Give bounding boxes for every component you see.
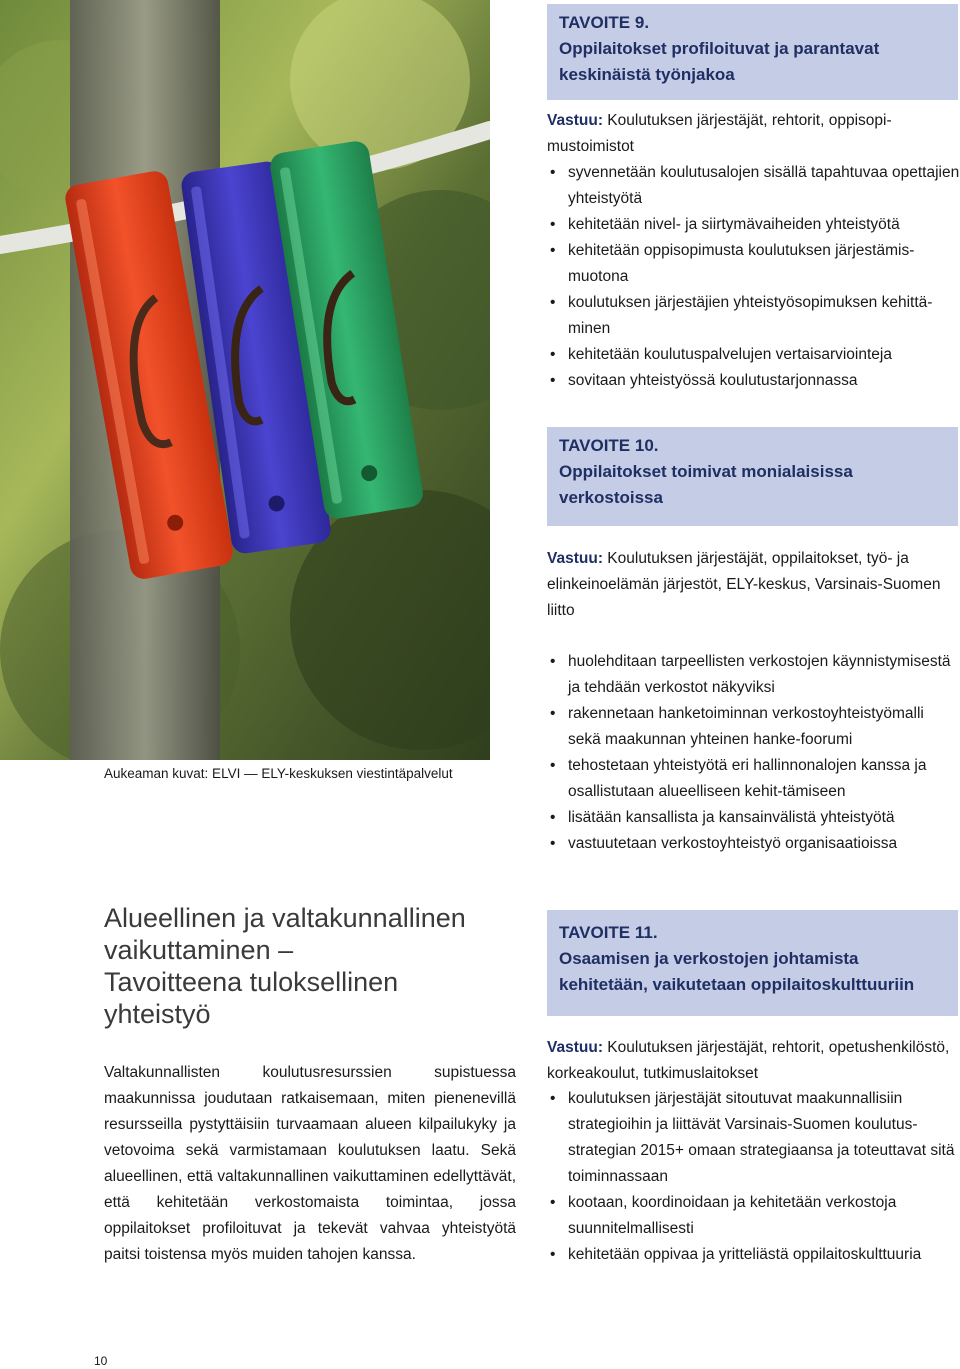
list-item: • syvennetään koulutusalojen sisällä tapahtuvaa opettajien yhteistyötä bbox=[547, 160, 960, 212]
list-item: • rakennetaan hanketoiminnan verkostoyhteistyömalli sekä maakunnan yhteinen hanke-foorumi bbox=[547, 701, 960, 753]
page-number: 10 bbox=[94, 1354, 108, 1368]
responsibility-label: Vastuu: bbox=[547, 550, 603, 567]
goal-9-number: TAVOITE 9. bbox=[559, 13, 650, 32]
goal-11-list bbox=[547, 1086, 960, 1268]
goal-9-responsibility bbox=[547, 108, 960, 160]
list-item: • kootaan, koordinoidaan ja kehitetään verkostoja suunnitelmallisesti bbox=[547, 1190, 960, 1242]
list-item: • koulutuksen järjestäjät sitoutuvat maakunnallisiin strategioihin ja liittävät Varsinais-Suomen koulutusstrategian 2015+ omaan strategiaansa ja toteuttavat sitä toiminnassaan bbox=[547, 1086, 960, 1190]
responsibility-text: Koulutuksen järjestäjät, oppilaitokset, työ- ja elinkeinoelämän järjestöt, ELY-keskus, Varsinais-Suomen liitto bbox=[547, 550, 941, 619]
list-item: • koulutuksen järjestäjien yhteistyösopimuksen kehittäminen bbox=[547, 290, 960, 342]
goal-10-number: TAVOITE 10. bbox=[559, 436, 659, 455]
list-item: • kehitetään koulutuspalvelujen vertaisarviointeja bbox=[547, 342, 960, 368]
goal-10-list bbox=[547, 649, 960, 857]
photo-caption: Aukeaman kuvat: ELVI — ELY-keskuksen viestintäpalvelut bbox=[104, 766, 453, 781]
goal-10-title: Oppilaitokset toimivat monialaisissa verkostoissa bbox=[559, 462, 853, 507]
goal-11-responsibility bbox=[547, 1035, 960, 1087]
goal-9-list bbox=[547, 160, 960, 394]
list-item: • vastuutetaan verkostoyhteistyö organisaatioissa bbox=[547, 831, 960, 857]
goal-9-title: Oppilaitokset profiloituvat ja parantavat keskinäistä työnjakoa bbox=[559, 39, 880, 84]
list-item: • sovitaan yhteistyössä koulutustarjonnassa bbox=[547, 368, 960, 394]
list-item: • tehostetaan yhteistyötä eri hallinnonalojen kanssa ja osallistutaan alueelliseen kehit-tämiseen bbox=[547, 753, 960, 805]
goal-10-header bbox=[547, 427, 958, 526]
responsibility-text: Koulutuksen järjestäjät, rehtorit, opetushenkilöstö, korkeakoulut, tutkimuslaitokset bbox=[547, 1039, 950, 1082]
section-body: Valtakunnallisten koulutusresurssien supistuessa maakunnissa joudutaan ratkaisemaan, miten pienenevillä resursseilla pystyttäisiin turvaamaan alueen kilpailukyky ja vetovoima sekä varmistamaan koulutuksen laatu. Sekä alueellinen, että valtakunnallinen vaikuttaminen edellyttävät, että kehitetään verkostomaista toimintaa, jossa oppilaitokset profiloituvat ja tekevät vahvaa yhteistyötä paitsi toistensa myös muiden tahojen kanssa. bbox=[104, 1064, 516, 1263]
goal-11-title: Osaamisen ja verkostojen johtamista kehitetään, vaikutetaan oppilaitoskulttuuriin bbox=[559, 949, 915, 994]
goal-9-header bbox=[547, 4, 958, 100]
responsibility-text: Koulutuksen järjestäjät, rehtorit, oppisopimustoimistot bbox=[547, 112, 892, 155]
list-item: • kehitetään oppivaa ja yritteliästä oppilaitoskulttuuria bbox=[547, 1242, 960, 1268]
list-item: • kehitetään oppisopimusta koulutuksen järjestämismuotona bbox=[547, 238, 960, 290]
responsibility-label: Vastuu: bbox=[547, 112, 603, 129]
list-item: • lisätään kansallista ja kansainvälistä yhteistyötä bbox=[547, 805, 960, 831]
list-item: • huolehditaan tarpeellisten verkostojen käynnistymisestä ja tehdään verkostot näkyviksi bbox=[547, 649, 960, 701]
list-item: • kehitetään nivel- ja siirtymävaiheiden yhteistyötä bbox=[547, 212, 960, 238]
goal-11-header bbox=[547, 910, 958, 1016]
clothespins-photo bbox=[0, 0, 490, 760]
goal-10-responsibility bbox=[547, 546, 960, 624]
responsibility-label: Vastuu: bbox=[547, 1039, 603, 1056]
goal-11-number: TAVOITE 11. bbox=[559, 923, 658, 942]
section-heading: Alueellinen ja valtakunnallinen vaikuttaminen – Tavoitteena tuloksellinen yhteistyö bbox=[104, 903, 466, 1029]
